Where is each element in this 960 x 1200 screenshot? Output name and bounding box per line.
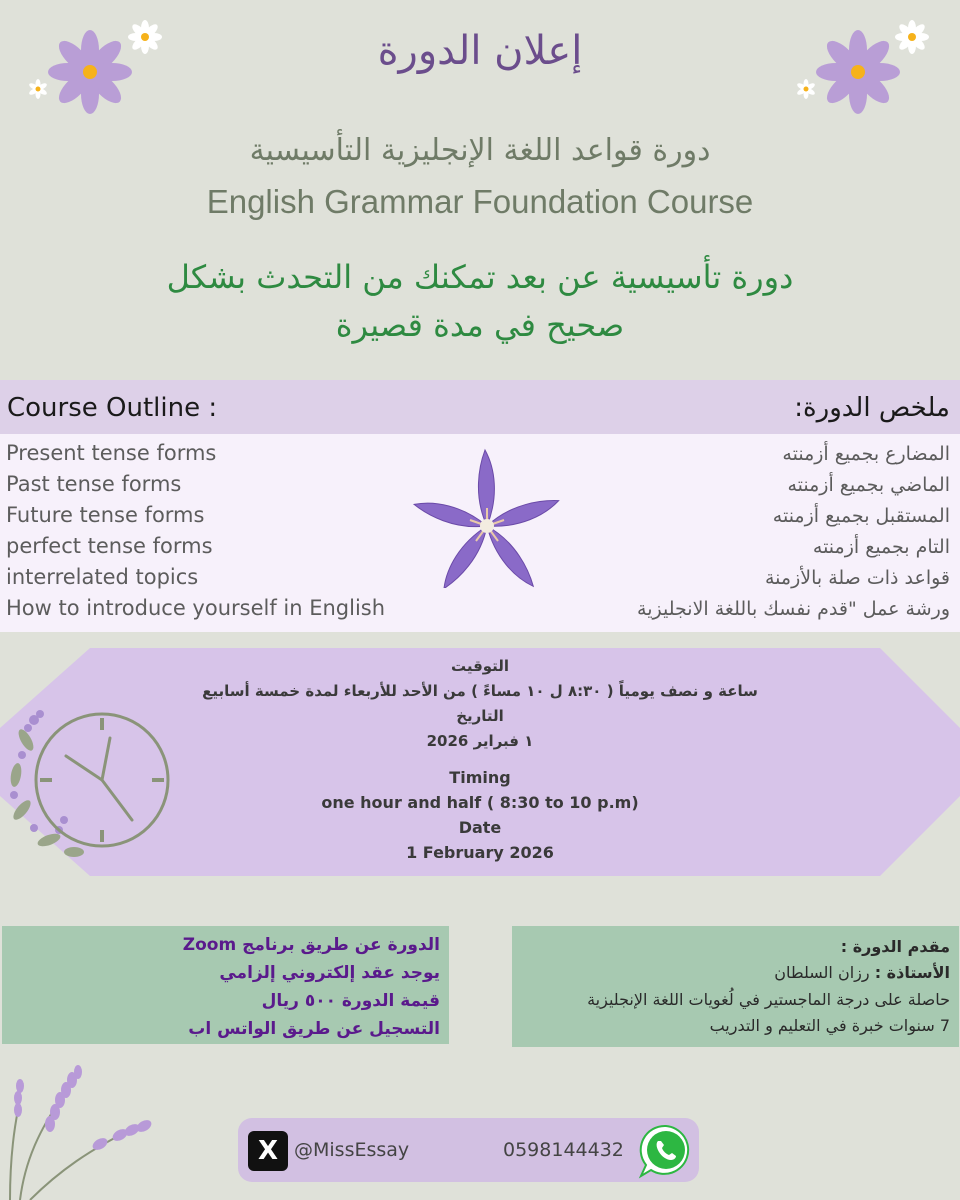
logistics-line: يوجد عقد إلكتروني إلزامي <box>219 963 440 983</box>
outline-item-ar: الماضي بجميع أزمنته <box>787 474 950 496</box>
outline-item-en: How to introduce yourself in English <box>6 596 386 620</box>
outline-item-ar: التام بجميع أزمنته <box>812 536 950 558</box>
outline-item-en: perfect tense forms <box>6 534 213 558</box>
tagline-line-2: صحيح في مدة قصيرة <box>335 306 625 344</box>
teacher-line <box>510 963 950 982</box>
course-tagline <box>100 253 860 349</box>
outline-item-ar: ورشة عمل "قدم نفسك باللغة الانجليزية <box>637 598 950 620</box>
x-handle-link[interactable]: @MissEssay <box>294 1139 410 1161</box>
teacher-label: الأستاذة : <box>874 963 950 982</box>
teacher-experience: 7 سنوات خبرة في التعليم و التدريب <box>709 1016 950 1035</box>
course-name-english: English Grammar Foundation Course <box>206 183 754 220</box>
timing-label-english: Timing <box>449 768 511 787</box>
timing-arabic: ساعة و نصف يومياً ( ٨:٣٠ ل ١٠ مساءً ) من الأحد للأربعاء لمدة خمسة أسابيع <box>202 682 758 700</box>
outline-item-en: Past tense forms <box>6 472 182 496</box>
date-label-english: Date <box>458 818 502 837</box>
whatsapp-icon[interactable] <box>637 1122 695 1180</box>
logistics-line: الدورة عن طريق برنامج Zoom <box>182 935 440 955</box>
clock-icon <box>4 700 174 860</box>
outline-item-ar: قواعد ذات صلة بالأزمنة <box>764 567 950 589</box>
x-logo-icon[interactable]: X <box>248 1131 288 1171</box>
date-label-arabic: التاريخ <box>456 707 504 725</box>
phone-number-link[interactable]: 0598144432 <box>503 1139 624 1161</box>
outline-title-arabic: ملخص الدورة: <box>794 393 950 423</box>
date-arabic: ١ فبراير 2026 <box>426 732 534 750</box>
date-english: 1 February 2026 <box>406 843 554 862</box>
logistics-line: قيمة الدورة ٥٠٠ ريال <box>261 991 440 1011</box>
outline-item-en: Present tense forms <box>6 441 217 465</box>
timing-label-arabic: التوقيت <box>450 657 510 675</box>
tagline-line-1: دورة تأسيسية عن بعد تمكنك من التحدث بشكل <box>166 258 794 296</box>
presenter-label: مقدم الدورة : <box>840 937 950 956</box>
outline-title-english: Course Outline : <box>7 393 218 423</box>
teacher-name: رزان السلطان <box>774 963 870 982</box>
teacher-degree: حاصلة على درجة الماجستير في لُغويات اللغة الإنجليزية <box>587 990 950 1009</box>
outline-item-en: interrelated topics <box>6 565 199 589</box>
page-title: إعلان الدورة <box>377 28 583 74</box>
timing-english: one hour and half ( 8:30 to 10 p.m) <box>321 793 639 812</box>
outline-item-en: Future tense forms <box>6 503 205 527</box>
logistics-line: التسجيل عن طريق الواتس اب <box>188 1019 440 1039</box>
lavender-decoration <box>0 1060 170 1200</box>
course-name-arabic: دورة قواعد اللغة الإنجليزية التأسيسية <box>249 133 711 168</box>
outline-item-ar: المستقبل بجميع أزمنته <box>772 505 950 527</box>
star-flower-illustration <box>412 448 562 588</box>
outline-item-ar: المضارع بجميع أزمنته <box>782 443 950 465</box>
